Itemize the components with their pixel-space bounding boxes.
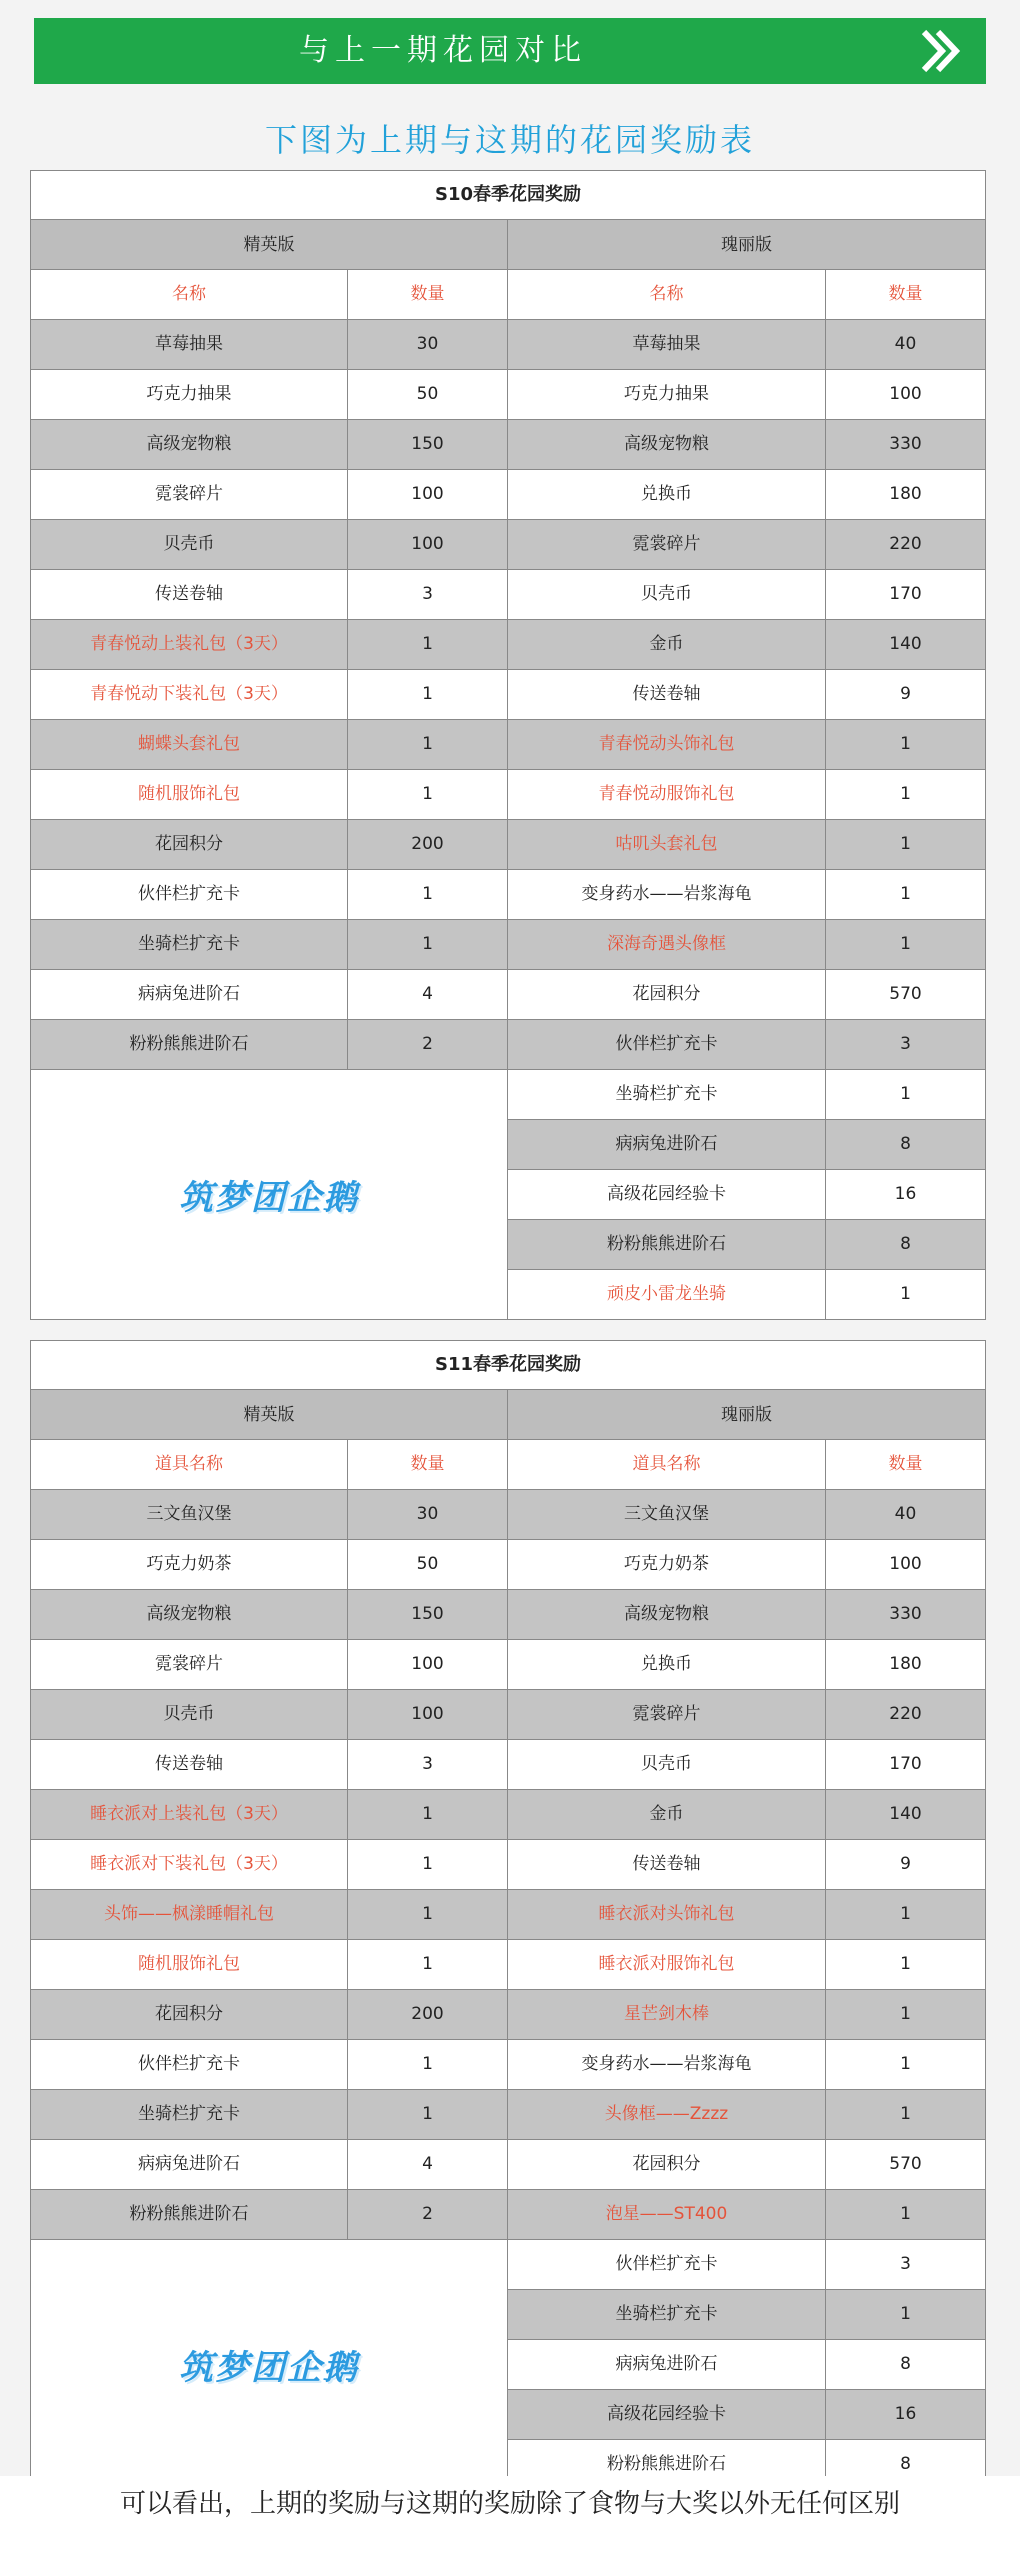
table-row bbox=[30, 1640, 508, 1690]
table-row bbox=[508, 320, 986, 370]
item-quantity: 200 bbox=[348, 1990, 508, 2040]
banner-title: 与上一期花园对比 bbox=[299, 33, 587, 68]
item-quantity: 180 bbox=[826, 1640, 986, 1690]
item-name: 坐骑栏扩充卡 bbox=[508, 1070, 826, 1120]
deluxe-column-header-row bbox=[508, 1440, 986, 1490]
item-quantity: 40 bbox=[826, 320, 986, 370]
table-row bbox=[508, 1790, 986, 1840]
item-quantity: 8 bbox=[826, 2340, 986, 2390]
footer-note bbox=[0, 2476, 1020, 2576]
item-name: 高级宠物粮 bbox=[30, 1590, 348, 1640]
item-quantity: 1 bbox=[826, 1940, 986, 1990]
item-quantity: 4 bbox=[348, 2140, 508, 2190]
item-quantity: 1 bbox=[348, 1840, 508, 1890]
table-row bbox=[30, 1690, 508, 1740]
table-row bbox=[508, 420, 986, 470]
logo-text: 筑梦团企鹅 bbox=[179, 2348, 359, 2388]
item-name: 坐骑栏扩充卡 bbox=[508, 2290, 826, 2340]
item-name: 随机服饰礼包 bbox=[30, 770, 348, 820]
item-name: 粉粉熊熊进阶石 bbox=[508, 1220, 826, 1270]
watermark-logo bbox=[30, 1070, 508, 1320]
item-name: 传送卷轴 bbox=[508, 1840, 826, 1890]
item-name: 青春悦动服饰礼包 bbox=[508, 770, 826, 820]
item-quantity: 100 bbox=[348, 1690, 508, 1740]
item-name: 青春悦动下装礼包（3天） bbox=[30, 670, 348, 720]
item-quantity: 1 bbox=[348, 870, 508, 920]
table-title: S11春季花园奖励 bbox=[30, 1340, 986, 1390]
table-row bbox=[30, 1790, 508, 1840]
table-row bbox=[508, 920, 986, 970]
item-name: 贝壳币 bbox=[30, 520, 348, 570]
item-name: 青春悦动头饰礼包 bbox=[508, 720, 826, 770]
item-name: 巧克力奶茶 bbox=[508, 1540, 826, 1590]
item-name: 青春悦动上装礼包（3天） bbox=[30, 620, 348, 670]
item-quantity: 170 bbox=[826, 570, 986, 620]
item-name: 高级宠物粮 bbox=[30, 420, 348, 470]
elite-column bbox=[30, 1440, 508, 2490]
item-name: 深海奇遇头像框 bbox=[508, 920, 826, 970]
item-name-header: 道具名称 bbox=[508, 1440, 826, 1490]
item-quantity: 1 bbox=[826, 2290, 986, 2340]
item-name: 随机服饰礼包 bbox=[30, 1940, 348, 1990]
item-quantity: 50 bbox=[348, 370, 508, 420]
item-quantity: 140 bbox=[826, 1790, 986, 1840]
item-name: 巧克力抽果 bbox=[508, 370, 826, 420]
table-row bbox=[508, 1120, 986, 1170]
item-name: 霓裳碎片 bbox=[30, 470, 348, 520]
item-quantity: 1 bbox=[348, 1890, 508, 1940]
item-name: 高级宠物粮 bbox=[508, 420, 826, 470]
table-row bbox=[508, 1070, 986, 1120]
item-name: 头像框——Zzzz bbox=[508, 2090, 826, 2140]
item-name: 三文鱼汉堡 bbox=[508, 1490, 826, 1540]
item-quantity: 30 bbox=[348, 320, 508, 370]
item-quantity: 1 bbox=[826, 1070, 986, 1120]
table-row bbox=[30, 820, 508, 870]
item-quantity: 1 bbox=[348, 2040, 508, 2090]
item-quantity: 8 bbox=[826, 2440, 986, 2490]
item-quantity: 1 bbox=[826, 1890, 986, 1940]
item-name: 高级花园经验卡 bbox=[508, 1170, 826, 1220]
table-row bbox=[508, 670, 986, 720]
double-chevron-right-icon bbox=[916, 26, 966, 76]
item-name: 贝壳币 bbox=[508, 1740, 826, 1790]
item-name: 变身药水——岩浆海龟 bbox=[508, 870, 826, 920]
item-quantity: 170 bbox=[826, 1740, 986, 1790]
item-name: 金币 bbox=[508, 620, 826, 670]
item-quantity: 220 bbox=[826, 1690, 986, 1740]
item-name: 坐骑栏扩充卡 bbox=[30, 2090, 348, 2140]
table-row bbox=[30, 1590, 508, 1640]
elite-column bbox=[30, 270, 508, 1320]
table-row bbox=[30, 320, 508, 370]
table-row bbox=[508, 620, 986, 670]
table-row bbox=[30, 770, 508, 820]
table-row bbox=[30, 970, 508, 1020]
item-name: 花园积分 bbox=[508, 970, 826, 1020]
item-name: 粉粉熊熊进阶石 bbox=[30, 1020, 348, 1070]
item-name: 高级宠物粮 bbox=[508, 1590, 826, 1640]
table-row bbox=[508, 2390, 986, 2440]
item-quantity: 1 bbox=[348, 620, 508, 670]
section-banner bbox=[34, 18, 986, 84]
item-name: 变身药水——岩浆海龟 bbox=[508, 2040, 826, 2090]
item-name: 巧克力抽果 bbox=[30, 370, 348, 420]
item-quantity: 1 bbox=[826, 1990, 986, 2040]
table-row bbox=[30, 2140, 508, 2190]
item-name: 高级花园经验卡 bbox=[508, 2390, 826, 2440]
item-quantity: 8 bbox=[826, 1120, 986, 1170]
table-row bbox=[508, 1940, 986, 1990]
item-quantity: 150 bbox=[348, 1590, 508, 1640]
item-name: 花园积分 bbox=[508, 2140, 826, 2190]
table-columns bbox=[30, 270, 986, 1320]
s11-reward-table bbox=[30, 1340, 986, 2490]
item-name: 巧克力奶茶 bbox=[30, 1540, 348, 1590]
elite-edition-header: 精英版 bbox=[30, 1390, 508, 1440]
table-row bbox=[30, 720, 508, 770]
item-name: 霓裳碎片 bbox=[30, 1640, 348, 1690]
item-quantity: 1 bbox=[826, 1270, 986, 1320]
table-row bbox=[508, 570, 986, 620]
s10-reward-table bbox=[30, 170, 986, 1320]
item-name: 传送卷轴 bbox=[30, 570, 348, 620]
item-name: 传送卷轴 bbox=[30, 1740, 348, 1790]
edition-header-row bbox=[30, 1390, 986, 1440]
item-name: 金币 bbox=[508, 1790, 826, 1840]
table-row bbox=[508, 1890, 986, 1940]
item-name: 病病兔进阶石 bbox=[30, 2140, 348, 2190]
elite-edition-header: 精英版 bbox=[30, 220, 508, 270]
table-row bbox=[508, 2190, 986, 2240]
item-name: 顽皮小雷龙坐骑 bbox=[508, 1270, 826, 1320]
table-row bbox=[30, 2190, 508, 2240]
table-row bbox=[508, 2240, 986, 2290]
table-columns bbox=[30, 1440, 986, 2490]
item-quantity: 3 bbox=[826, 2240, 986, 2290]
item-name-header: 名称 bbox=[30, 270, 348, 320]
item-name-header: 名称 bbox=[508, 270, 826, 320]
deluxe-edition-header: 瑰丽版 bbox=[508, 1390, 986, 1440]
item-name: 星芒剑木棒 bbox=[508, 1990, 826, 2040]
quantity-header: 数量 bbox=[826, 1440, 986, 1490]
item-name: 兑换币 bbox=[508, 1640, 826, 1690]
table-row bbox=[30, 920, 508, 970]
item-quantity: 3 bbox=[348, 570, 508, 620]
elite-column-header-row bbox=[30, 1440, 508, 1490]
table-row bbox=[508, 1690, 986, 1740]
item-name: 病病兔进阶石 bbox=[508, 2340, 826, 2390]
item-name: 花园积分 bbox=[30, 1990, 348, 2040]
item-name: 头饰——枫漾睡帽礼包 bbox=[30, 1890, 348, 1940]
table-row bbox=[30, 1020, 508, 1070]
item-quantity: 220 bbox=[826, 520, 986, 570]
table-row bbox=[30, 620, 508, 670]
item-name: 伙伴栏扩充卡 bbox=[508, 1020, 826, 1070]
item-name: 伙伴栏扩充卡 bbox=[30, 2040, 348, 2090]
table-row bbox=[508, 770, 986, 820]
item-quantity: 50 bbox=[348, 1540, 508, 1590]
table-row bbox=[508, 470, 986, 520]
item-quantity: 100 bbox=[826, 370, 986, 420]
item-name: 睡衣派对上装礼包（3天） bbox=[30, 1790, 348, 1840]
item-name: 病病兔进阶石 bbox=[30, 970, 348, 1020]
item-quantity: 9 bbox=[826, 1840, 986, 1890]
item-quantity: 180 bbox=[826, 470, 986, 520]
item-name: 伙伴栏扩充卡 bbox=[508, 2240, 826, 2290]
table-row bbox=[508, 1490, 986, 1540]
item-quantity: 570 bbox=[826, 970, 986, 1020]
item-name: 草莓抽果 bbox=[508, 320, 826, 370]
page-subtitle: 下图为上期与这期的花园奖励表 bbox=[264, 121, 755, 159]
item-quantity: 1 bbox=[826, 2190, 986, 2240]
edition-header-row bbox=[30, 220, 986, 270]
deluxe-column-header-row bbox=[508, 270, 986, 320]
item-quantity: 1 bbox=[826, 2090, 986, 2140]
item-quantity: 3 bbox=[826, 1020, 986, 1070]
item-quantity: 100 bbox=[826, 1540, 986, 1590]
item-quantity: 40 bbox=[826, 1490, 986, 1540]
table-row bbox=[508, 720, 986, 770]
table-row bbox=[30, 2040, 508, 2090]
item-name: 蝴蝶头套礼包 bbox=[30, 720, 348, 770]
table-row bbox=[508, 1540, 986, 1590]
table-row bbox=[508, 2140, 986, 2190]
table-row bbox=[508, 870, 986, 920]
table-row bbox=[508, 2040, 986, 2090]
table-row bbox=[508, 370, 986, 420]
table-row bbox=[508, 2290, 986, 2340]
table-row bbox=[508, 2340, 986, 2390]
table-row bbox=[30, 1940, 508, 1990]
item-quantity: 150 bbox=[348, 420, 508, 470]
item-quantity: 1 bbox=[348, 1790, 508, 1840]
table-row bbox=[508, 1020, 986, 1070]
item-quantity: 1 bbox=[826, 920, 986, 970]
item-name: 坐骑栏扩充卡 bbox=[30, 920, 348, 970]
item-name: 伙伴栏扩充卡 bbox=[30, 870, 348, 920]
table-row bbox=[30, 570, 508, 620]
item-quantity: 1 bbox=[826, 720, 986, 770]
item-name: 咕叽头套礼包 bbox=[508, 820, 826, 870]
item-name: 花园积分 bbox=[30, 820, 348, 870]
item-name: 睡衣派对头饰礼包 bbox=[508, 1890, 826, 1940]
item-name: 粉粉熊熊进阶石 bbox=[508, 2440, 826, 2490]
table-title: S10春季花园奖励 bbox=[30, 170, 986, 220]
item-name: 睡衣派对下装礼包（3天） bbox=[30, 1840, 348, 1890]
item-name: 草莓抽果 bbox=[30, 320, 348, 370]
item-quantity: 330 bbox=[826, 1590, 986, 1640]
item-quantity: 100 bbox=[348, 1640, 508, 1690]
item-name: 睡衣派对服饰礼包 bbox=[508, 1940, 826, 1990]
table-row bbox=[508, 1840, 986, 1890]
item-quantity: 8 bbox=[826, 1220, 986, 1270]
table-row bbox=[508, 820, 986, 870]
item-quantity: 1 bbox=[348, 770, 508, 820]
item-name: 病病兔进阶石 bbox=[508, 1120, 826, 1170]
item-quantity: 16 bbox=[826, 2390, 986, 2440]
item-quantity: 200 bbox=[348, 820, 508, 870]
item-quantity: 1 bbox=[826, 770, 986, 820]
table-row bbox=[30, 370, 508, 420]
table-row bbox=[508, 2090, 986, 2140]
item-quantity: 1 bbox=[348, 920, 508, 970]
item-name: 三文鱼汉堡 bbox=[30, 1490, 348, 1540]
item-name: 兑换币 bbox=[508, 470, 826, 520]
item-quantity: 1 bbox=[826, 870, 986, 920]
item-quantity: 570 bbox=[826, 2140, 986, 2190]
table-row bbox=[30, 1890, 508, 1940]
item-quantity: 16 bbox=[826, 1170, 986, 1220]
table-row bbox=[30, 870, 508, 920]
table-row bbox=[30, 520, 508, 570]
table-row bbox=[508, 1640, 986, 1690]
deluxe-edition-header: 瑰丽版 bbox=[508, 220, 986, 270]
quantity-header: 数量 bbox=[348, 1440, 508, 1490]
table-row bbox=[508, 970, 986, 1020]
quantity-header: 数量 bbox=[348, 270, 508, 320]
watermark-logo bbox=[30, 2240, 508, 2490]
item-quantity: 1 bbox=[348, 720, 508, 770]
item-quantity: 30 bbox=[348, 1490, 508, 1540]
deluxe-column bbox=[508, 270, 986, 1320]
item-quantity: 2 bbox=[348, 2190, 508, 2240]
table-row bbox=[508, 1220, 986, 1270]
table-row bbox=[30, 1740, 508, 1790]
table-row bbox=[30, 1540, 508, 1590]
item-quantity: 1 bbox=[826, 2040, 986, 2090]
footer-text: 可以看出，上期的奖励与这期的奖励除了食物与大奖以外无任何区别 bbox=[119, 2489, 900, 2519]
item-quantity: 100 bbox=[348, 520, 508, 570]
item-name: 传送卷轴 bbox=[508, 670, 826, 720]
item-name: 贝壳币 bbox=[508, 570, 826, 620]
table-row bbox=[30, 670, 508, 720]
item-quantity: 1 bbox=[348, 1940, 508, 1990]
item-name: 泡星——ST400 bbox=[508, 2190, 826, 2240]
table-row bbox=[30, 1990, 508, 2040]
logo-text: 筑梦团企鹅 bbox=[179, 1178, 359, 1218]
item-quantity: 4 bbox=[348, 970, 508, 1020]
item-quantity: 3 bbox=[348, 1740, 508, 1790]
item-quantity: 1 bbox=[826, 820, 986, 870]
table-row bbox=[30, 1840, 508, 1890]
table-row bbox=[508, 520, 986, 570]
deluxe-column bbox=[508, 1440, 986, 2490]
table-row bbox=[508, 1270, 986, 1320]
table-row bbox=[30, 470, 508, 520]
table-row bbox=[508, 1990, 986, 2040]
item-name: 贝壳币 bbox=[30, 1690, 348, 1740]
item-quantity: 100 bbox=[348, 470, 508, 520]
table-row bbox=[30, 420, 508, 470]
item-name: 霓裳碎片 bbox=[508, 1690, 826, 1740]
table-row bbox=[508, 1170, 986, 1220]
item-name: 霓裳碎片 bbox=[508, 520, 826, 570]
table-row bbox=[30, 2090, 508, 2140]
table-row bbox=[30, 1490, 508, 1540]
table-row bbox=[508, 1740, 986, 1790]
item-quantity: 140 bbox=[826, 620, 986, 670]
item-quantity: 1 bbox=[348, 2090, 508, 2140]
elite-column-header-row bbox=[30, 270, 508, 320]
quantity-header: 数量 bbox=[826, 270, 986, 320]
item-quantity: 330 bbox=[826, 420, 986, 470]
item-name-header: 道具名称 bbox=[30, 1440, 348, 1490]
item-name: 粉粉熊熊进阶石 bbox=[30, 2190, 348, 2240]
item-quantity: 9 bbox=[826, 670, 986, 720]
table-row bbox=[508, 1590, 986, 1640]
item-quantity: 1 bbox=[348, 670, 508, 720]
item-quantity: 2 bbox=[348, 1020, 508, 1070]
